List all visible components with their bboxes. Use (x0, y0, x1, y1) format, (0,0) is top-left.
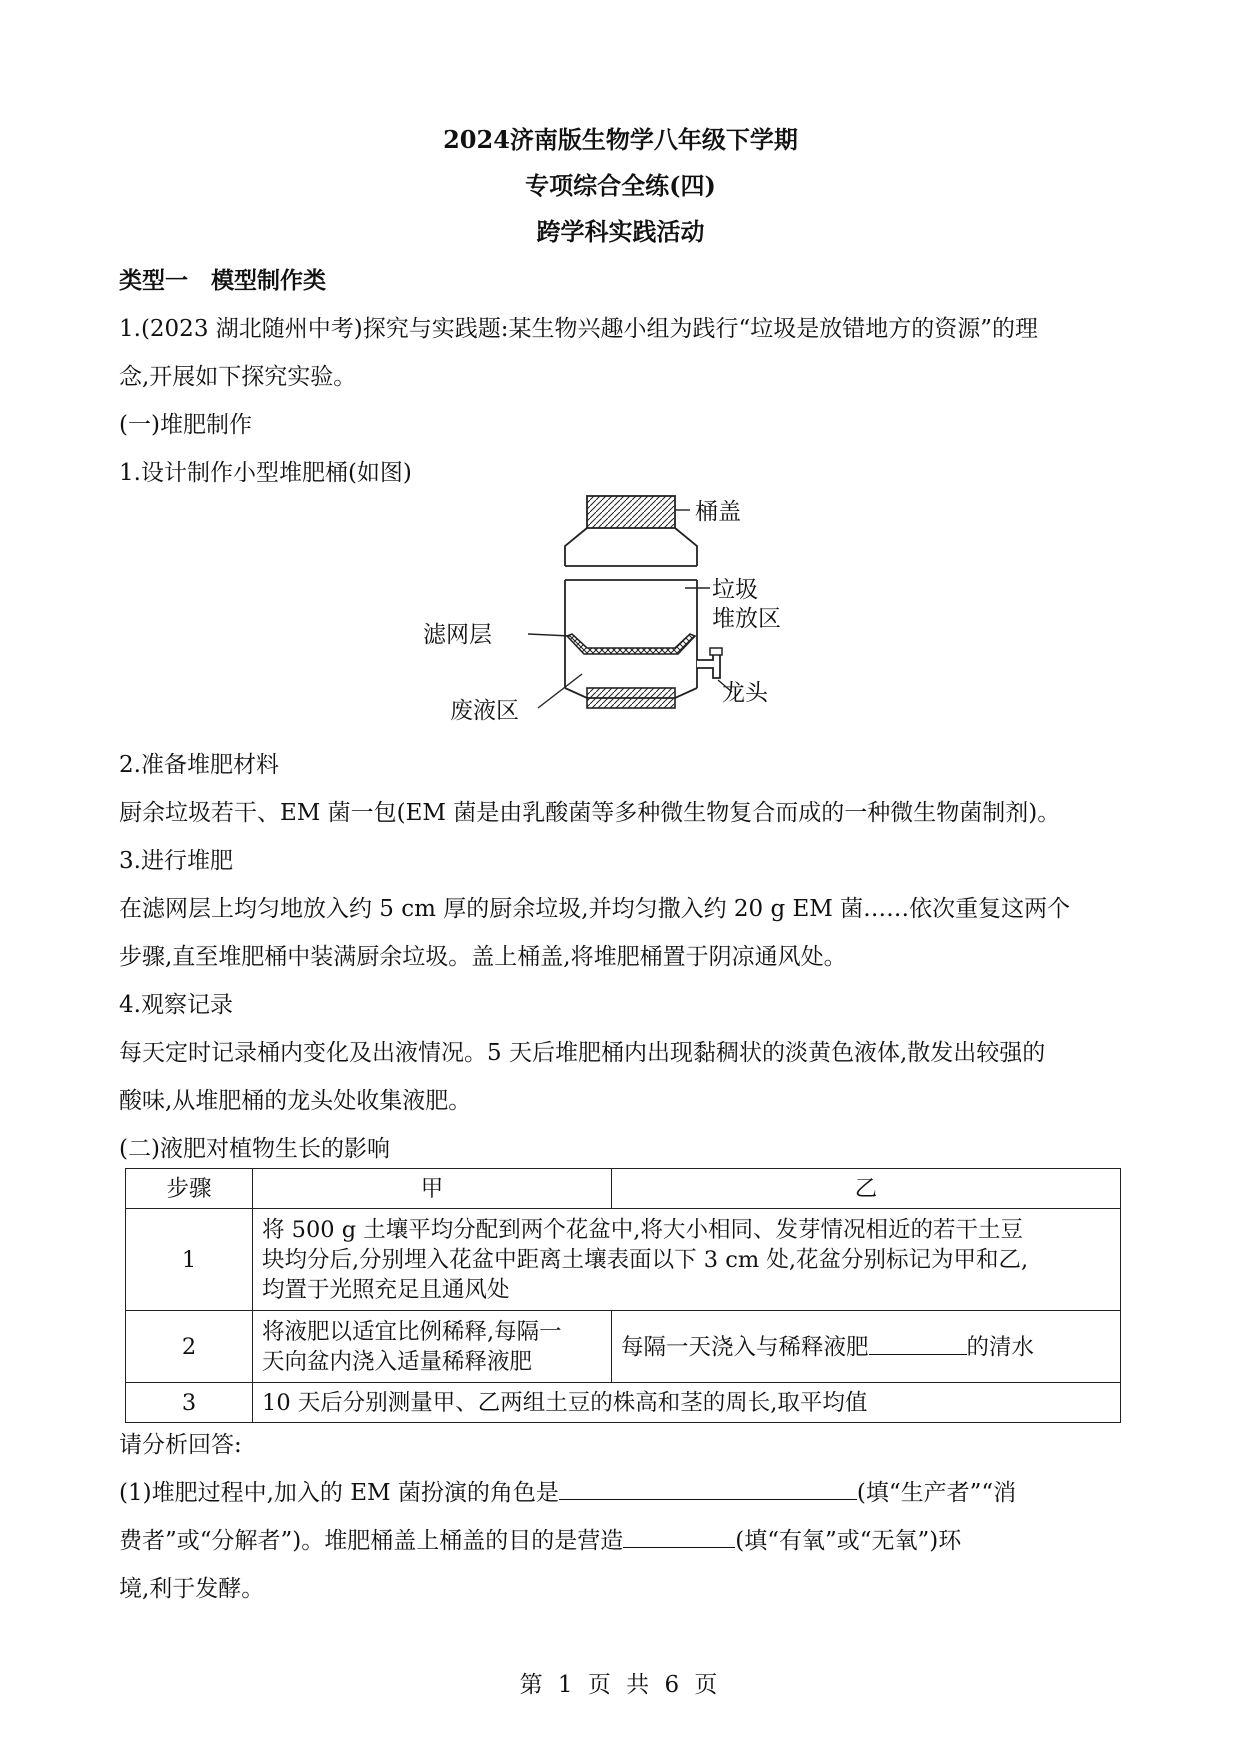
q1-text-part1: (1)堆肥过程中,加入的 EM 菌扮演的角色是 (119, 1480, 559, 1506)
part2-title: (二)液肥对植物生长的影响 (119, 1136, 390, 1162)
label-waste: 废液区 (450, 698, 519, 724)
page-footer: 第 1 页 共 6 页 (519, 1672, 722, 1698)
document-subtitle: 专项综合全练(四) (525, 171, 716, 200)
row3-step: 3 (126, 1383, 253, 1423)
document-title: 2024济南版生物学八年级下学期 (443, 125, 798, 154)
step4-title: 4.观察记录 (119, 992, 233, 1018)
step3-title: 3.进行堆肥 (119, 848, 233, 874)
step4-line1: 每天定时记录桶内变化及出液情况。5 天后堆肥桶内出现黏稠状的淡黄色液体,散发出较强的 (119, 1040, 1046, 1066)
answer-blank-water[interactable] (869, 1330, 967, 1355)
table-header-row (126, 1169, 1121, 1209)
label-garbage-line2: 堆放区 (712, 606, 781, 632)
row2-yi-before: 每隔一天浇入与稀释液肥 (621, 1334, 869, 1361)
bucket-lid (587, 496, 675, 528)
row1-line1: 将 500 g 土壤平均分配到两个花盆中,将大小相同、发芽情况相近的若干土豆 (262, 1216, 1023, 1243)
table-row (126, 1311, 1121, 1383)
label-garbage-line1: 垃圾 (712, 577, 758, 603)
analysis-prompt: 请分析回答: (119, 1432, 242, 1458)
table-row (126, 1209, 1121, 1311)
step3-line1: 在滤网层上均匀地放入约 5 cm 厚的厨余垃圾,并均匀撒入约 20 g EM 菌……依次重复这两个 (119, 896, 1071, 922)
step4-line2: 酸味,从堆肥桶的龙头处收集液肥。 (119, 1088, 472, 1114)
row2-yi (612, 1311, 1121, 1383)
table-row (126, 1383, 1121, 1423)
step2-text: 厨余垃圾若干、EM 菌一包(EM 菌是由乳酸菌等多种微生物复合而成的一种微生物菌制剂)。 (119, 800, 1061, 826)
question-intro-line2: 念,开展如下探究实验。 (119, 364, 357, 390)
bucket-base (587, 688, 675, 708)
question-intro-line1: 1.(2023 湖北随州中考)探究与实践题:某生物兴趣小组为践行“垃圾是放错地方的资源”的理 (119, 316, 1039, 342)
row1-line2: 块均分后,分别埋入花盆中距离土壤表面以下 3 cm 处,花盆分别标记为甲和乙, (262, 1246, 1029, 1273)
q1-text-part3: 费者”或“分解者”)。堆肥桶盖上桶盖的目的是营造 (119, 1528, 624, 1554)
filter-mesh (567, 634, 695, 654)
row1-content (253, 1209, 1121, 1311)
analysis-q1-line1 (119, 1474, 1016, 1507)
part1-title: (一)堆肥制作 (119, 412, 252, 438)
header-jia: 甲 (253, 1169, 612, 1209)
label-tap: 龙头 (722, 680, 768, 706)
step1-title: 1.设计制作小型堆肥桶(如图) (119, 460, 412, 486)
bucket-tap (697, 654, 720, 678)
header-step: 步骤 (126, 1169, 253, 1209)
compost-bucket-figure (423, 488, 790, 724)
row2-jia (253, 1311, 612, 1383)
label-filter: 滤网层 (423, 622, 492, 648)
row2-yi-after: 的清水 (966, 1334, 1035, 1361)
answer-blank-em-role[interactable] (559, 1475, 857, 1500)
row2-jia-line1: 将液肥以适宜比例稀释,每隔一 (262, 1318, 562, 1345)
label-lid: 桶盖 (695, 499, 741, 525)
analysis-q1-line2 (119, 1522, 961, 1555)
document-topic: 跨学科实践活动 (536, 217, 705, 246)
row2-jia-line2: 天向盆内浇入适量稀释液肥 (262, 1348, 533, 1375)
step3-line2: 步骤,直至堆肥桶中装满厨余垃圾。盖上桶盖,将堆肥桶置于阴凉通风处。 (119, 944, 847, 970)
step2-title: 2.准备堆肥材料 (119, 752, 279, 778)
header-yi: 乙 (612, 1169, 1121, 1209)
analysis-q1-line3: 境,利于发酵。 (119, 1576, 265, 1602)
row3-content: 10 天后分别测量甲、乙两组土豆的株高和茎的周长,取平均值 (253, 1383, 1121, 1423)
q1-text-part2: (填“生产者”“消 (856, 1480, 1017, 1506)
section-heading: 类型一 模型制作类 (119, 267, 326, 294)
row2-step: 2 (126, 1311, 253, 1383)
row1-line3: 均置于光照充足且通风处 (262, 1276, 510, 1303)
answer-blank-oxygen[interactable] (623, 1523, 735, 1548)
experiment-table (125, 1168, 1121, 1423)
q1-text-part4: (填“有氧”或“无氧”)环 (735, 1528, 962, 1554)
row1-step: 1 (126, 1209, 253, 1311)
